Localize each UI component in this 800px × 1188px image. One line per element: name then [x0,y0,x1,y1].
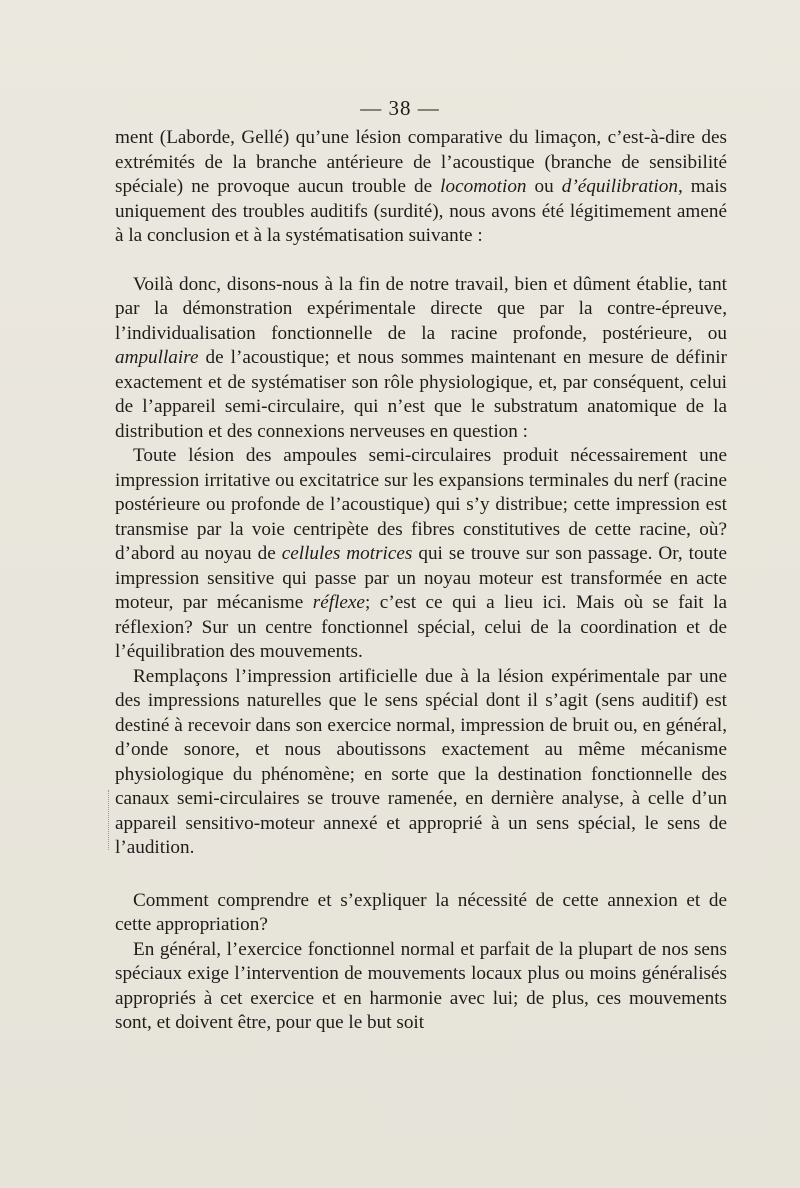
margin-mark [108,790,113,850]
paragraph-1 [115,126,727,249]
text-run: ou [526,176,562,197]
text-run: Remplaçons l’impression artificielle due à la lésion expérimentale par une des impressions naturelles que le sens spécial dont il s’agit (sens auditif) est destiné à recevoir dans son exercice normal, impression de bruit ou, en général, d’onde sonore, et nous aboutissons exactement au même mécanisme physiologique du phénomène; en sorte que la destination fonctionnelle des canaux semi-circulaires se trouve ramenée, en dernière analyse, à celle d’un appareil sensitivo-moteur annexé et approprié à un sens spécial, le sens de l’audition. [115,665,727,858]
paragraph-2 [115,273,727,445]
italic-term: ampullaire [115,347,199,368]
page-body [115,126,727,1036]
italic-term: réflexe [312,592,365,613]
text-run: de l’acoustique; et nous sommes maintenant en mesure de définir exactement et de systématiser son rôle physiologique, et, par conséquent, celui de l’appareil semi-circulaire, qui n’est que le substratum anatomique de la distribution et des connexions nerveuses en question : [115,347,727,442]
text-run: En général, l’exercice fonctionnel normal et parfait de la plupart de nos sens spéciaux exige l’intervention de mouvements locaux plus ou moins généralisés appropriés à cet exercice et en harmonie avec lui; de plus, ces mouvements sont, et doivent être, pour que le but soit [115,938,727,1033]
text-run: Voilà donc, disons-nous à la fin de notre travail, bien et dûment établie, tant par la démonstration expérimentale directe que par la contre-épreuve, l’individualisation fonctionnelle de la racine profonde, postérieure, ou [115,273,727,344]
text-run: qui se trouve sur son passage. Or, toute impression sensitive qui passe par un noyau moteur est transformée en acte moteur, par mécanisme [115,543,727,613]
italic-term: locomotion [440,176,527,197]
paragraph-5 [115,889,727,938]
page-number: — 38 — [360,96,440,120]
paragraph-6 [115,938,727,1036]
text-run: ment (Laborde, Gellé) qu’une lésion comparative du limaçon, c’est-à-dire des extrémités de la branche antérieure de l’acoustique (branche de sensibilité spéciale) ne provoque aucun trouble de [115,127,727,197]
italic-term: d’équilibration [561,176,678,197]
text-run: ; c’est ce qui a lieu ici. Mais où se fait la réflexion? Sur un centre fonctionnel spécial, celui de la coordination et de l’équilibration des mouvements. [115,592,728,662]
text-run: , mais uniquement des troubles auditifs (surdité), nous avons été légitimement amené à la conclusion et à la systématisation suivante : [115,176,727,246]
paragraph-3 [115,444,727,665]
text-run: Comment comprendre et s’expliquer la nécessité de cette annexion et de cette appropriation? [115,889,727,935]
italic-term: cellules motrices [281,543,413,564]
text-run: Toute lésion des ampoules semi-circulaires produit nécessairement une impression irritative ou excitatrice sur les expansions terminales du nerf (racine postérieure ou profonde de l’acoustique) qui s’y distribue; cette impression est transmise par la voie centripète des fibres constitutives de cette racine, où? d’abord au noyau de [115,445,727,564]
paragraph-4 [115,665,727,861]
